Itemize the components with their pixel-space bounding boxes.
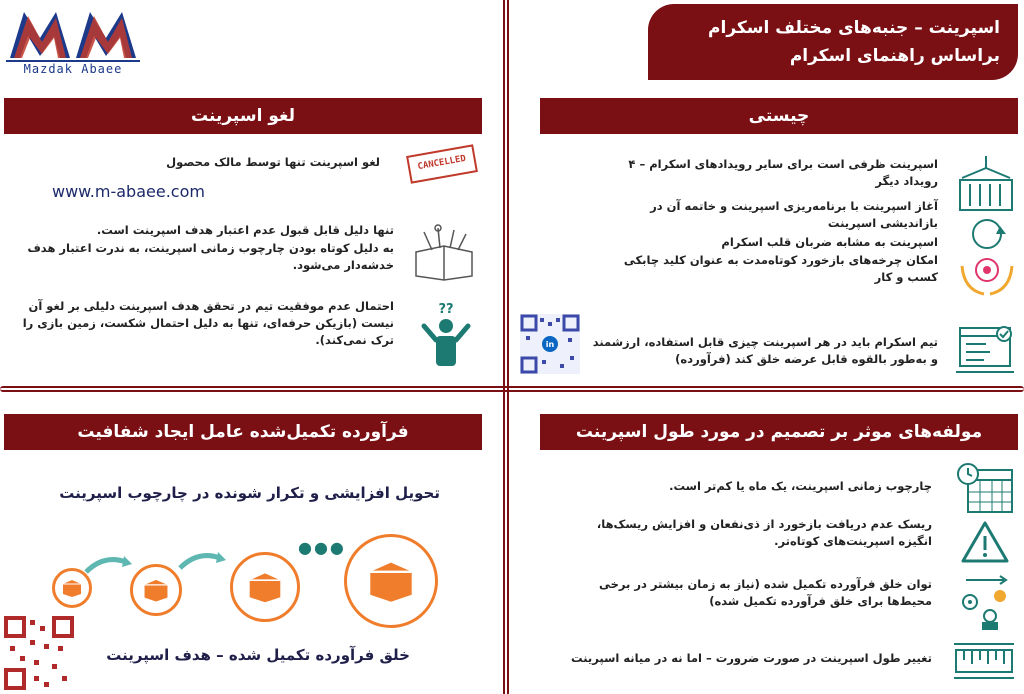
arrow-right-icon [84,552,134,576]
what-item-2: آغاز اسپرینت با برنامه‌ریزی اسپرینت و خاتمه آن در بازاندیشی اسپرینت [650,199,938,230]
factor-item-1: چارچوب زمانی اسپرینت، یک ماه یا کم‌تر است. [669,479,932,493]
increment-subtitle: تحویل افزایشی و تکرار شونده در چارچوب اسپرینت [59,484,440,502]
box-icon [142,577,170,603]
box-icon [61,578,83,598]
section-header-what: چیستی [540,98,1018,134]
what-item-3: اسپرینت به مشابه ضربان قلب اسکرام [721,235,938,249]
question-marks-label: ?? [438,302,454,317]
warning-icon [960,520,1010,564]
what-item-1: اسپرینت ظرفی است برای سایر رویدادهای اسکرام – ۴ رویداد دیگر [628,157,938,188]
what-item-5: تیم اسکرام باید در هر اسپرینت چیزی قابل استفاده، ارزشمند و به‌طور بالقوه قابل عرضه خلق کند (فرآورده) [592,335,938,366]
page-title-line-2: براساس راهنمای اسکرام [789,46,1000,66]
factor-item-3: توان خلق فرآورده تکمیل شده (نیاز به زمان بیشتر در برخی محیط‌ها برای خلق فرآورده تکمیل شده) [598,577,932,608]
website-link[interactable]: www.m-abaee.com [52,182,205,201]
qr-code-icon[interactable] [4,616,74,690]
factor-item-2: ریسک عدم دریافت بازخورد از ذی‌نفعان و افزایش ریسک‌ها، انگیزه اسپرینت‌های کوتاه‌تر. [596,517,932,548]
horizontal-divider [0,386,1024,392]
shipping-container-icon [956,154,1016,214]
box-icon [246,570,284,604]
increment-circle-2 [130,564,182,616]
continuation-dots: ●●● [298,538,346,557]
page-title-line-1: اسپرینت – جنبه‌های مختلف اسکرام [708,18,1000,38]
process-gears-icon [956,574,1016,632]
increment-circle-4 [344,534,438,628]
svg-text:in: in [545,340,555,349]
page-title [648,4,1018,80]
section-header-cancel: لغو اسپرینت [4,98,482,134]
logo-mark-icon [6,8,140,62]
cancel-item-2: تنها دلیل قابل قبول عدم اعتبار هدف اسپرینت است. [96,223,394,237]
factor-item-4: تغییر طول اسپرینت در صورت ضرورت – اما نه در میانه اسپرینت [571,651,932,665]
calendar-icon [956,462,1016,516]
web-page-icon [956,324,1016,376]
what-item-4: امکان چرخه‌های بازخورد کوتاه‌مدت به عنوان کلید چابکی کسب و کار [623,253,938,284]
cancel-item-1: لغو اسپرینت تنها توسط مالک محصول [166,155,380,169]
vertical-divider [503,0,509,694]
confused-person-icon [420,318,472,368]
box-icon [365,558,417,604]
qr-code-linkedin-icon[interactable] [520,314,580,374]
cancelled-stamp: CANCELLED [406,144,478,183]
toolbox-icon [410,224,478,282]
ruler-icon [952,640,1016,684]
increment-circle-3 [230,552,300,622]
section-header-factors: مولفه‌های موثر بر تصمیم در مورد طول اسپرینت [540,414,1018,450]
cancel-item-3: به دلیل کوتاه بودن چارچوب زمانی اسپرینت، به ندرت اعتبار هدف خدشه‌دار می‌شود. [27,241,394,272]
section-header-increment: فرآورده تکمیل‌شده عامل ایجاد شفافیت [4,414,482,450]
logo-text: Mazdak Abaee [6,60,140,76]
arrow-right-icon [176,548,230,572]
increment-caption: خلق فرآورده تکمیل شده – هدف اسپرینت [106,646,410,664]
cancel-item-4: احتمال عدم موفقیت تیم در تحقق هدف اسپرینت دلیلی بر لغو آن نیست (بازیکن حرفه‌ای، تنها به دلیل احتمال شکست، زمین بازی را ترک نمی‌کند). [22,299,394,347]
feedback-cycle-icon [958,216,1016,298]
